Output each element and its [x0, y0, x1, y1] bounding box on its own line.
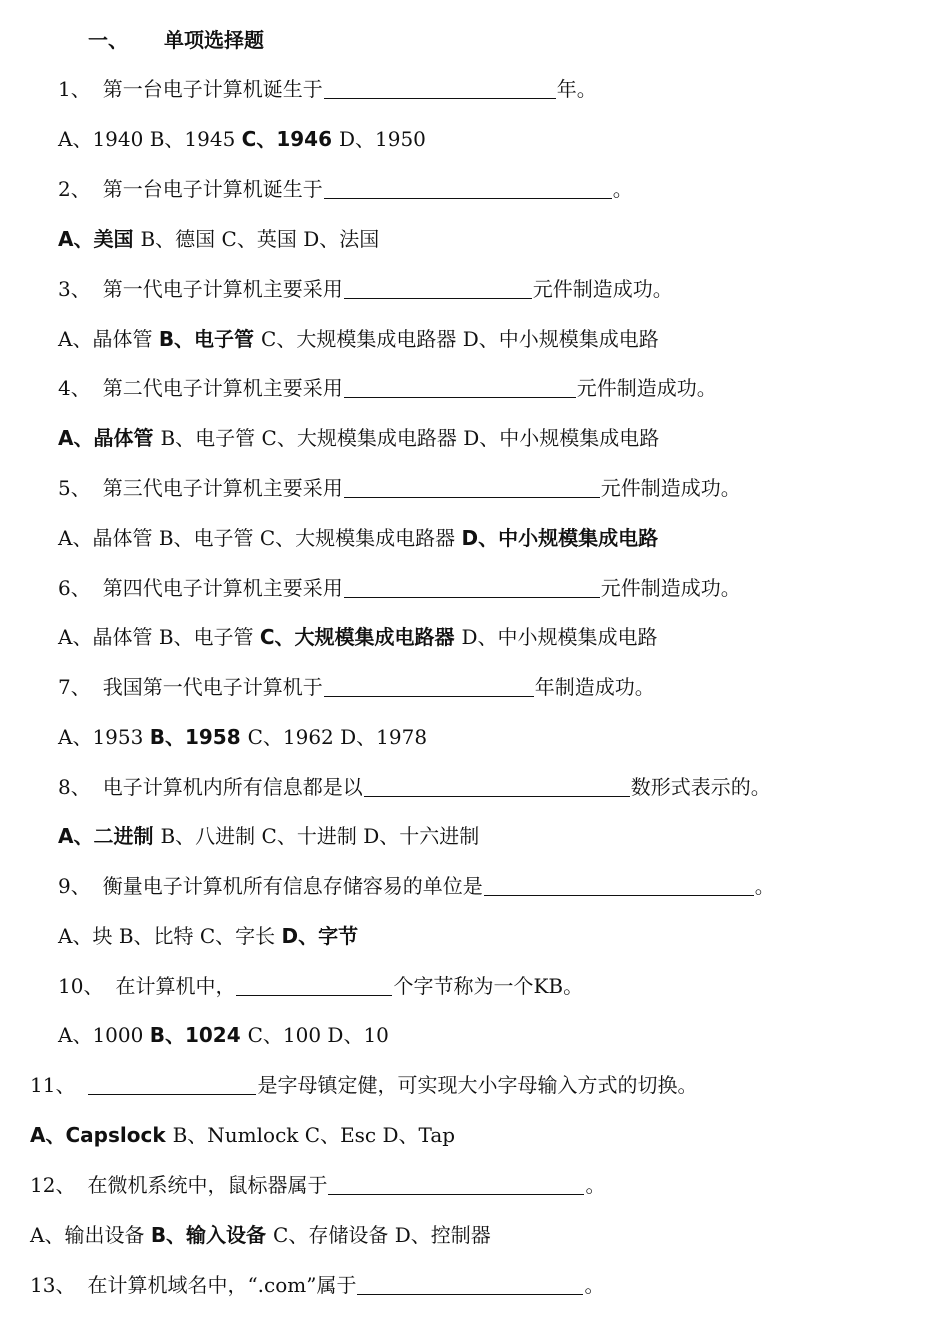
- question-text-after: 元件制造成功。: [600, 476, 741, 500]
- question-text-before: 第三代电子计算机主要采用: [102, 476, 343, 500]
- answer-option-correct: B、输入设备: [150, 1223, 274, 1247]
- question-text-before: 第一台电子计算机诞生于: [102, 77, 323, 101]
- answer-blank: [344, 477, 600, 498]
- question-text-before: 电子计算机内所有信息都是以: [102, 775, 363, 799]
- question-text-before: 第四代电子计算机主要采用: [102, 576, 343, 600]
- question-text-before: 衡量电子计算机所有信息存储容易的单位是: [102, 874, 483, 898]
- answer-option: A、晶体管: [58, 526, 159, 550]
- question-text-after: 。: [612, 177, 633, 201]
- answer-blank: [324, 78, 556, 99]
- answer-option: D、中小规模集成电路: [462, 327, 659, 351]
- answer-option: B、1945: [149, 127, 242, 151]
- answer-blank: [357, 1274, 583, 1295]
- answer-option: D、Tap: [382, 1123, 456, 1147]
- answer-option: B、电子管: [158, 625, 260, 649]
- question-1: [58, 76, 597, 102]
- options-1: [58, 126, 426, 152]
- answer-option: A、1953: [58, 725, 150, 749]
- answer-option-correct: B、电子管: [158, 327, 262, 351]
- question-text-after: 年。: [556, 77, 597, 101]
- question-12: [30, 1172, 605, 1198]
- question-3: [58, 276, 673, 302]
- question-8: [58, 774, 771, 800]
- question-number: 2、: [58, 177, 91, 201]
- answer-option: D、控制器: [394, 1223, 491, 1247]
- answer-blank: [88, 1074, 256, 1095]
- question-text-before: 第一代电子计算机主要采用: [102, 277, 343, 301]
- question-text-after: 元件制造成功。: [576, 376, 717, 400]
- question-number: 10、: [58, 974, 104, 998]
- answer-option: D、法国: [303, 227, 380, 251]
- answer-blank: [344, 577, 600, 598]
- answer-option: B、电子管: [158, 526, 260, 550]
- question-number: 4、: [58, 376, 91, 400]
- answer-blank: [344, 377, 576, 398]
- answer-option: A、输出设备: [30, 1223, 151, 1247]
- answer-option: C、大规模集成电路器: [261, 426, 464, 450]
- answer-blank: [324, 676, 534, 697]
- answer-option: A、块: [58, 924, 119, 948]
- question-text-after: 个字节称为一个KB。: [393, 974, 584, 998]
- answer-blank: [324, 178, 612, 199]
- answer-blank: [344, 278, 532, 299]
- question-6: [58, 575, 741, 601]
- question-number: 3、: [58, 277, 91, 301]
- answer-blank: [364, 776, 630, 797]
- question-number: 11、: [30, 1073, 76, 1097]
- answer-option: C、大规模集成电路器: [261, 327, 463, 351]
- answer-option: C、100: [247, 1023, 328, 1047]
- question-text-before: 第二代电子计算机主要采用: [102, 376, 343, 400]
- question-number: 5、: [58, 476, 91, 500]
- section-title: 单项选择题: [164, 28, 264, 52]
- answer-option: A、1940: [58, 127, 150, 151]
- question-text-before: 在计算机中，: [115, 974, 236, 998]
- question-10: [58, 973, 583, 999]
- options-8: [58, 823, 479, 849]
- answer-option: B、Numlock: [172, 1123, 305, 1147]
- answer-option-correct: A、Capslock: [30, 1123, 173, 1147]
- answer-option-correct: D、中小规模集成电路: [461, 526, 659, 550]
- question-text-after: 元件制造成功。: [600, 576, 741, 600]
- answer-option: D、中小规模集成电路: [463, 426, 660, 450]
- answer-option: C、Esc: [304, 1123, 383, 1147]
- options-9: [58, 923, 358, 949]
- options-5: [58, 525, 658, 551]
- answer-option: D、中小规模集成电路: [461, 625, 658, 649]
- answer-option-correct: B、1024: [149, 1023, 248, 1047]
- options-7: [58, 724, 427, 750]
- answer-option: B、比特: [118, 924, 200, 948]
- answer-option: A、1000: [58, 1023, 150, 1047]
- question-9: [58, 873, 775, 899]
- question-number: 1、: [58, 77, 91, 101]
- answer-option-correct: C、大规模集成电路器: [259, 625, 462, 649]
- answer-option: B、八进制: [160, 824, 262, 848]
- question-number: 8、: [58, 775, 91, 799]
- answer-option: B、电子管: [160, 426, 262, 450]
- answer-option: C、1962: [247, 725, 341, 749]
- answer-option: A、晶体管: [58, 327, 159, 351]
- question-number: 12、: [30, 1173, 76, 1197]
- answer-option-correct: C、1946: [241, 127, 339, 151]
- answer-option: D、10: [327, 1023, 389, 1047]
- question-5: [58, 475, 741, 501]
- answer-option: C、字长: [199, 924, 282, 948]
- question-text-before: 我国第一代电子计算机于: [102, 675, 323, 699]
- question-text-after: 。: [585, 1173, 606, 1197]
- question-number: 13、: [30, 1273, 76, 1297]
- answer-option: D、1950: [338, 127, 426, 151]
- question-13: [30, 1272, 604, 1298]
- question-text-after: 数形式表示的。: [630, 775, 771, 799]
- options-2: [58, 226, 379, 252]
- answer-option-correct: A、美国: [58, 227, 141, 251]
- options-11: [30, 1122, 455, 1148]
- question-text-after: 元件制造成功。: [532, 277, 673, 301]
- options-6: [58, 624, 658, 650]
- answer-option: D、十六进制: [363, 824, 480, 848]
- question-7: [58, 674, 655, 700]
- answer-blank: [484, 875, 754, 896]
- question-text-before: 在微机系统中，鼠标器属于: [87, 1173, 328, 1197]
- question-text-before: 第一台电子计算机诞生于: [102, 177, 323, 201]
- question-text-before: 在计算机域名中，“.com”属于: [87, 1273, 357, 1297]
- options-3: [58, 326, 659, 352]
- question-2: [58, 176, 633, 202]
- question-number: 7、: [58, 675, 91, 699]
- question-text-after: 。: [754, 874, 775, 898]
- options-4: [58, 425, 659, 451]
- answer-option: D、1978: [340, 725, 428, 749]
- answer-option: C、存储设备: [273, 1223, 395, 1247]
- section-number: 一、: [88, 28, 128, 52]
- question-text-after: 是字母镇定健，可实现大小字母输入方式的切换。: [257, 1073, 698, 1097]
- question-number: 9、: [58, 874, 91, 898]
- answer-blank: [236, 975, 392, 996]
- question-11: [30, 1072, 697, 1098]
- answer-option: A、晶体管: [58, 625, 159, 649]
- options-10: [58, 1022, 389, 1048]
- answer-option: C、大规模集成电路器: [259, 526, 462, 550]
- section-heading: [88, 24, 264, 53]
- answer-option-correct: D、字节: [281, 924, 359, 948]
- options-12: [30, 1222, 491, 1248]
- question-number: 6、: [58, 576, 91, 600]
- answer-option-correct: B、1958: [149, 725, 248, 749]
- answer-option: C、十进制: [261, 824, 364, 848]
- answer-option: C、英国: [221, 227, 304, 251]
- answer-option: B、德国: [140, 227, 222, 251]
- answer-option-correct: A、二进制: [58, 824, 161, 848]
- question-4: [58, 375, 717, 401]
- question-text-after: 。: [584, 1273, 605, 1297]
- question-text-after: 年制造成功。: [534, 675, 655, 699]
- answer-option-correct: A、晶体管: [58, 426, 161, 450]
- answer-blank: [328, 1174, 584, 1195]
